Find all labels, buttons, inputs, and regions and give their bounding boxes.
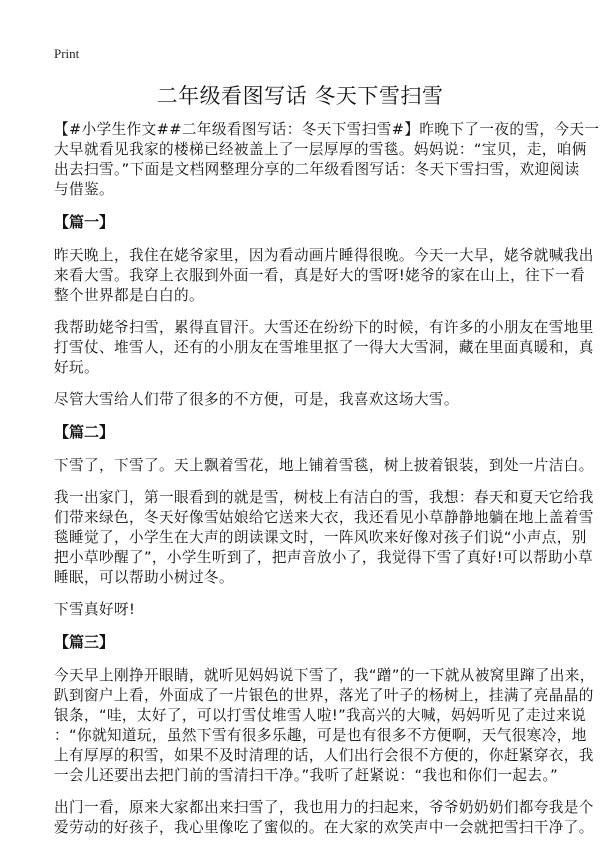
paragraph	[54, 246, 594, 306]
text-line: 整个世界都是白白的。	[54, 287, 204, 304]
paragraph	[54, 456, 594, 476]
paragraph	[54, 318, 594, 378]
text-line: 爱劳动的好孩子，我心里像吃了蜜似的。在大家的欢笑声中一会就把雪扫干净了。	[54, 819, 594, 836]
text-line: 们带来绿色，冬天好像雪姑娘给它送来大衣，我还看见小草静静地躺在地上盖着雪	[54, 509, 594, 526]
text-line: 昨天晚上，我住在姥爷家里，因为看动画片睡得很晚。今天一大早，姥爷就喊我出	[54, 247, 594, 264]
text-line: 下雪真好呀!	[54, 601, 136, 618]
intro-paragraph	[54, 120, 600, 200]
text-line: 来看大雪。我穿上衣服到外面一看，真是好大的雪呀!姥爷的家在山上，往下一看	[54, 267, 586, 284]
text-line: 毯睡觉了，小学生在大声的朗读课文时，一阵风吹来好像对孩子们说“小声点，别	[54, 529, 587, 546]
text-line: 睡眠，可以帮助小树过冬。	[54, 569, 234, 586]
text-line: 尽管大雪给人们带了很多的不方便，可是，我喜欢这场大雪。	[54, 391, 459, 408]
paragraph	[54, 666, 595, 786]
page-title: 二年级看图写话 冬天下雪扫雪	[156, 84, 444, 108]
text-line: 出去扫雪。”下面是文档网整理分享的二年级看图写话：冬天下雪扫雪，欢迎阅读	[54, 161, 580, 178]
text-line: 把小草吵醒了”，小学生听到了，把声音放小了，我觉得下雪了真好!可以帮助小草	[54, 549, 593, 566]
paragraph	[54, 390, 554, 410]
section-heading: 【篇二】	[54, 423, 115, 441]
text-line: 一会儿还要出去把门前的雪清扫干净。”我听了赶紧说：“我也和你们一起去。”	[54, 767, 559, 784]
text-line: 我一出家门，第一眼看到的就是雪，树枝上有洁白的雪，我想：春天和夏天它给我	[54, 489, 594, 506]
print-link[interactable]: Print	[54, 46, 80, 61]
text-line: 大早就看见我家的楼梯已经被盖上了一层厚厚的雪毯。妈妈说：“宝贝，走，咱俩	[54, 141, 587, 158]
document-body	[54, 120, 600, 850]
text-line: 出门一看，原来大家都出来扫雪了，我也用力的扫起来，爷爷奶奶奶们都夸我是个	[54, 799, 594, 816]
section-heading: 【篇一】	[54, 213, 115, 231]
text-line: ：“你就知道玩，虽然下雪有很多乐趣，可是也有很多不方便啊，天气很寒冷，地	[54, 727, 587, 744]
text-line: 打雪仗、堆雪人，还有的小朋友在雪堆里抠了一得大大雪洞，藏在里面真暖和，真	[54, 339, 594, 356]
text-line: 【#小学生作文##二年级看图写话：冬天下雪扫雪#】昨晚下了一夜的雪，今天一	[54, 121, 600, 138]
text-line: 好玩。	[54, 359, 99, 376]
paragraph	[54, 798, 594, 838]
paragraph	[54, 600, 554, 620]
text-line: 趴到窗户上看，外面成了一片银色的世界，落光了叶子的杨树上，挂满了亮晶晶的	[54, 687, 594, 704]
text-line: 与借鉴。	[54, 181, 114, 198]
paragraph	[54, 488, 594, 588]
text-line: 今天早上刚挣开眼睛，就听见妈妈说下雪了，我“蹭”的一下就从被窝里蹿了出来，	[54, 667, 595, 684]
text-line: 我帮助姥爷扫雪，累得直冒汗。大雪还在纷纷下的时候，有许多的小朋友在雪地里	[54, 319, 594, 336]
text-line: 上有厚厚的积雪，如果不及时清理的话，人们出行会很不方便的，你赶紧穿衣，我	[54, 747, 594, 764]
text-line: 银条，“哇，太好了，可以打雪仗堆雪人啦!”我高兴的大喊，妈妈听见了走过来说	[54, 707, 586, 724]
text-line: 下雪了，下雪了。天上飘着雪花，地上铺着雪毯，树上披着银装，到处一片洁白。	[54, 457, 594, 474]
section-heading: 【篇三】	[54, 633, 115, 651]
